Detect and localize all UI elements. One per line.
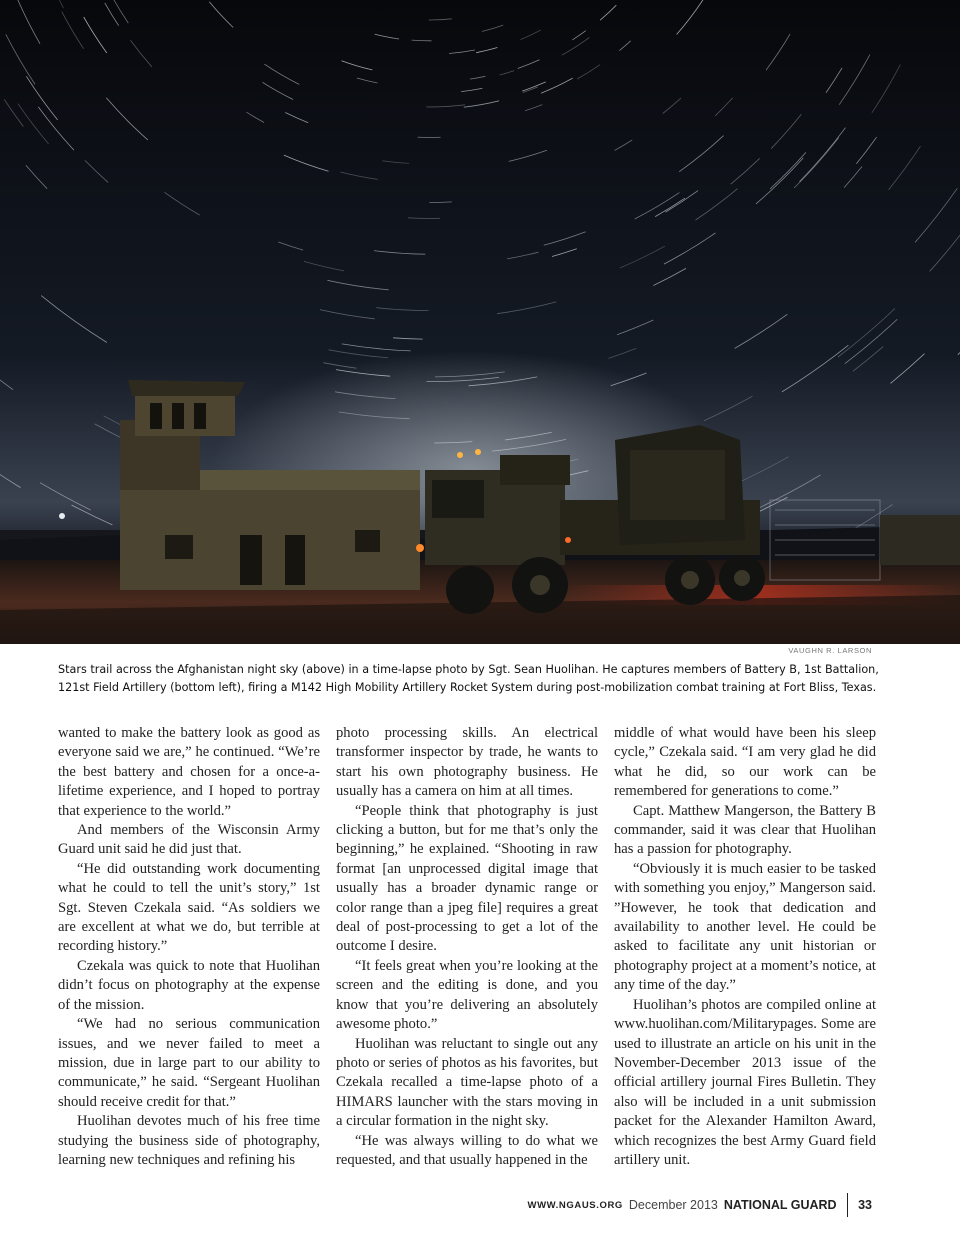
article-column-2: [336, 724, 598, 1170]
paragraph: photo processing skills. An electrical transformer inspector by trade, he wants to start his own photography business. He usually has a camera on him at all times.: [336, 725, 598, 800]
paragraph: “Obviously it is much easier to be tasked with something you enjoy,” Mangerson said. ”However, he took that dedication and availability to another level. He could be asked to facilitate any unit historian or photography project at a moment’s notice, at any time of the day.”: [614, 860, 876, 994]
paragraph: And members of the Wisconsin Army Guard unit said he did just that.: [58, 822, 320, 858]
paragraph: “We had no serious communication issues, and we never failed to meet a mission, due in large part to our ability to communicate,” he said. “Sergeant Huolihan should receive credit for that.”: [58, 1016, 320, 1110]
photo-caption: Stars trail across the Afghanistan night sky (above) in a time-lapse photo by Sgt. Sean Huolihan. He captures members of Battery B, 1st Battalion, 121st Field Artillery (bottom left), firing a M142 High Mobility Artillery Rocket System during post-mobilization combat training at Fort Bliss, Texas.: [58, 663, 879, 694]
footer-date: December 2013: [628, 1198, 718, 1212]
paragraph: Capt. Matthew Mangerson, the Battery B commander, said it was clear that Huolihan has a passion for photography.: [614, 802, 876, 858]
article-column-3: [614, 724, 876, 1170]
page-number: 33: [858, 1198, 872, 1212]
paragraph: Huolihan was reluctant to single out any photo or series of photos as his favorites, but Czekala recalled a time-lapse photo of a HIMARS launcher with the stars moving in a circular formation in the night sky.: [336, 1035, 598, 1130]
paragraph: wanted to make the battery look as good as everyone said we are,” he continued. “We’re the best battery and chosen for a once-a-lifetime experience, and I hoped to portray that experience to the world.”: [58, 725, 320, 819]
paragraph: “He was always willing to do what we requested, and that usually happened in the: [336, 1132, 598, 1168]
article-column-1: [58, 724, 320, 1170]
page-footer: [528, 1192, 873, 1218]
footer-magazine-name: NATIONAL GUARD: [723, 1198, 837, 1212]
photo-credit: VAUGHN R. LARSON: [788, 646, 872, 655]
footer-url: WWW.NGAUS.ORG: [527, 1199, 623, 1211]
paragraph: Huolihan devotes much of his free time studying the business side of photography, learning new techniques and refining his: [58, 1113, 320, 1168]
paragraph: “He did outstanding work documenting what he could to tell the unit’s story,” 1st Sgt. Steven Czekala said. “As soldiers we are excellent at what we do, but terrible at recording history.”: [58, 860, 320, 955]
paragraph: Czekala was quick to note that Huolihan didn’t focus on photography at the expense of the mission.: [58, 957, 320, 1013]
paragraph: Huolihan’s photos are compiled online at www.huolihan.com/Militarypages. Some are used to illustrate an article on his unit in the November-December 2013 issue of the official artillery journal Fires Bulletin. They also will be included in a unit submission packet for the Alexander Hamilton Award, which recognizes the best Army Guard field artillery unit.: [614, 996, 876, 1168]
paragraph: “It feels great when you’re looking at the screen and the editing is done, and you know that you’re delivering an absolutely awesome photo.”: [336, 957, 598, 1033]
paragraph: middle of what would have been his sleep cycle,” Czekala said. “I am very glad he did what he did, so our work can be remembered for generations to come.”: [614, 725, 876, 800]
footer-divider: [847, 1193, 849, 1217]
paragraph: “People think that photography is just clicking a button, but for me that’s only the beginning,” he explained. “Shooting in raw format [an unprocessed digital image that usually has a broader dynamic range or color range than a jpeg file] requires a great deal of post-processing to get a lot of the outcome I desire.: [336, 802, 598, 955]
